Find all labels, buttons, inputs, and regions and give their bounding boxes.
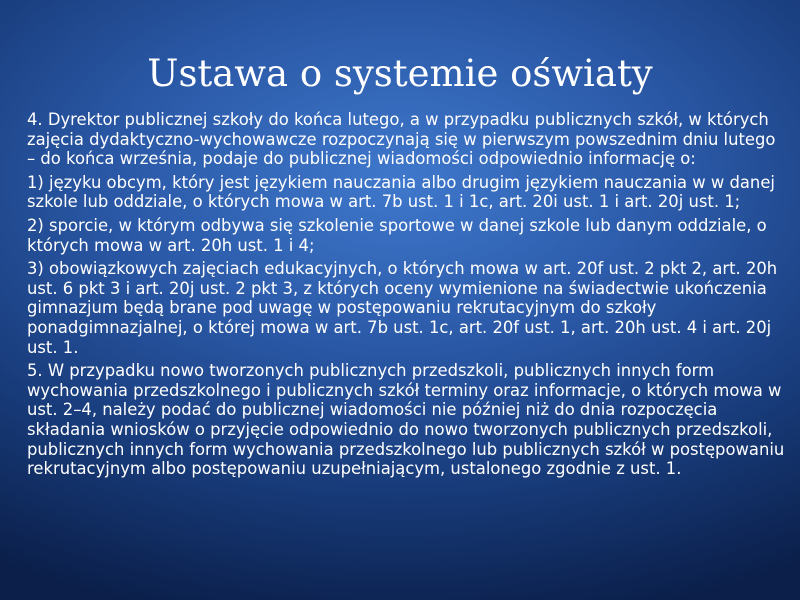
slide-title: Ustawa o systemie oświaty (147, 52, 653, 95)
paragraph-ust-4: 4. Dyrektor publicznej szkoły do końca lutego, a w przypadku publicznych szkół, w których zajęcia dydaktyczno-wychowawcze rozpoczynają się w pierwszym powszednim dniu lutego – do końca września, podaje do publicznej wiadomości odpowiednio informację o: (27, 110, 776, 169)
paragraph-item-1: 1) języku obcym, który jest językiem nauczania albo drugim językiem nauczania w w danej szkole lub oddziale, o których mowa w art. 7b ust. 1 i 1c, art. 20i ust. 1 i art. 20j ust. 1; (27, 172, 775, 212)
paragraph-item-2: 2) sporcie, w którym odbywa się szkolenie sportowe w danej szkole lub danym oddziale, o których mowa w art. 20h ust. 1 i 4; (27, 215, 767, 255)
paragraph-item-3: 3) obowiązkowych zajęciach edukacyjnych, o których mowa w art. 20f ust. 2 pkt 2, art. 20h ust. 6 pkt 3 i art. 20j ust. 2 pkt 3, z których oceny wymienione na świadectwie ukończenia gimnazjum będą brane pod uwagę w postępowaniu rekrutacyjnym do szkoły ponadgimnazjalnej, o której mowa w art. 7b ust. 1c, art. 20f ust. 1, art. 20h ust. 4 i art. 20j ust. 1. (27, 259, 778, 357)
paragraph-ust-5: 5. W przypadku nowo tworzonych publicznych przedszkoli, publicznych innych form wychowania przedszkolnego i publicznych szkół terminy oraz informacje, o których mowa w ust. 2–4, należy podać do publicznej wiadomości nie później niż do dnia rozpoczęcia składania wniosków o przyjęcie odpowiednio do nowo tworzonych publicznych przedszkoli, publicznych innych form wychowania przedszkolnego lub publicznych szkół w postępowaniu rekrutacyjnym albo postępowaniu uzupełniającym, ustalonego zgodnie z ust. 1. (27, 361, 785, 479)
slide-body (27, 110, 787, 483)
